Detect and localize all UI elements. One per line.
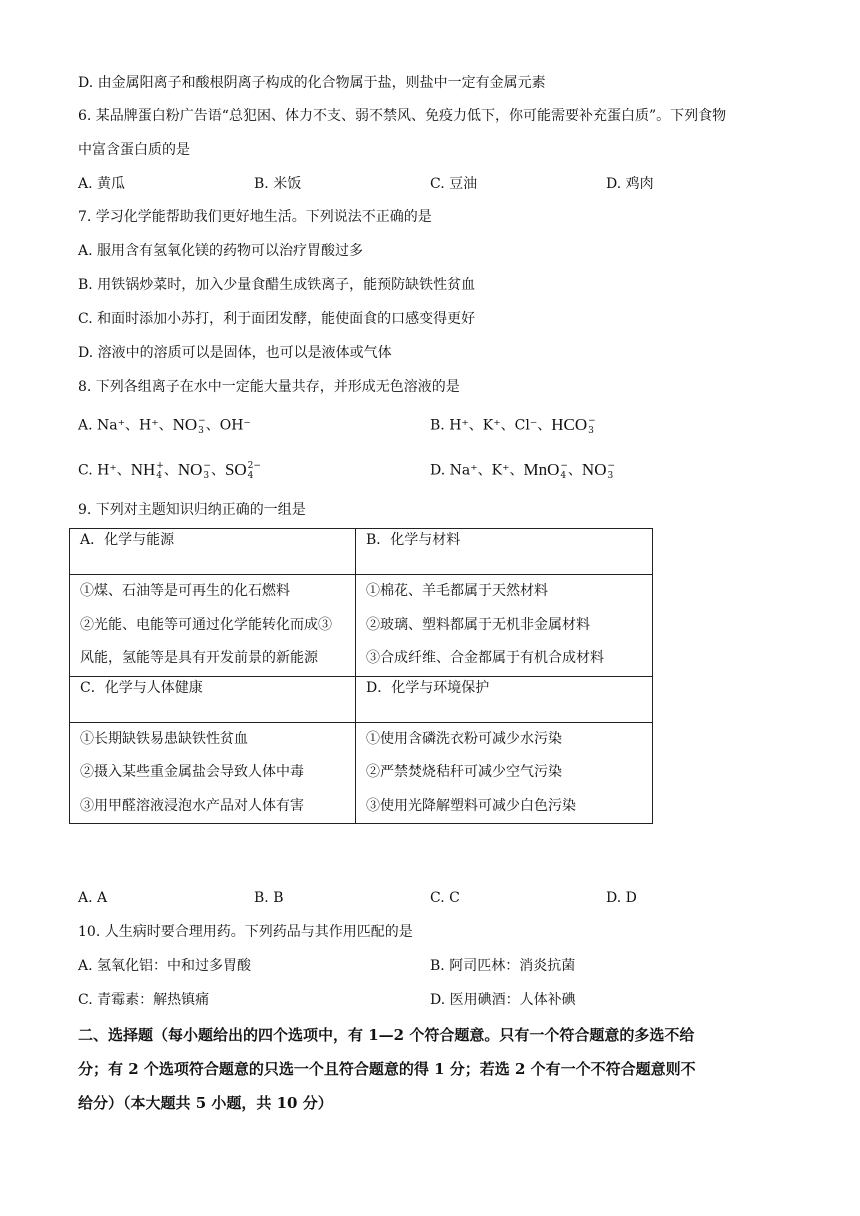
q6-option-c: C. 豆油 xyxy=(430,176,478,192)
q6-option-b: B. 米饭 xyxy=(254,176,302,192)
q7-option-d: D. 溶液中的溶质可以是固体，也可以是液体或气体 xyxy=(78,345,392,361)
ammonium-ion: NH + 4 xyxy=(130,460,164,481)
q5-option-d: D. 由金属阳离子和酸根阴离子构成的化合物属于盐，则盐中一定有金属元素 xyxy=(78,75,546,91)
q8-stem: 8. 下列各组离子在水中一定能大量共存，并形成无色溶液的是 xyxy=(78,379,460,395)
q10-option-d: D. 医用碘酒：人体补碘 xyxy=(430,992,576,1008)
q8-a-prefix: A. Na⁺、H⁺、 xyxy=(78,417,173,434)
table-item: ①煤、石油等是可再生的化石燃料 xyxy=(80,583,290,599)
q10-option-b: B. 阿司匹林：消炎抗菌 xyxy=(430,958,576,974)
nitrate-ion: NO − 3 xyxy=(581,460,616,481)
q7-option-b: B. 用铁锅炒菜时，加入少量食醋生成铁离子，能预防缺铁性贫血 xyxy=(78,277,476,293)
table-item: ②摄入某些重金属盐会导致人体中毒 xyxy=(80,764,304,780)
table-item: ①棉花、羊毛都属于天然材料 xyxy=(366,583,548,599)
q8-option-b xyxy=(430,414,596,437)
q8-c-prefix: C. H⁺、 xyxy=(78,462,131,479)
table-item: ③用甲醛溶液浸泡水产品对人体有害 xyxy=(80,797,304,814)
separator: 、 xyxy=(567,462,582,479)
q7-option-a: A. 服用含有氢氧化镁的药物可以治疗胃酸过多 xyxy=(78,243,364,259)
q9-cell-a-body xyxy=(70,575,356,677)
q9-cell-c-body xyxy=(70,722,356,824)
q6-option-a: A. 黄瓜 xyxy=(78,176,126,192)
separator: 、 xyxy=(163,462,178,479)
q6-stem-line1: 6. 某品牌蛋白粉广告语“总犯困、体力不支、弱不禁风、免疫力低下，你可能需要补充蛋白质”。下列食物 xyxy=(78,108,727,124)
section2-heading-line3: 给分）（本大题共 5 小题，共 10 分） xyxy=(78,1094,333,1112)
table-item: 风能，氢能等是具有开发前景的新能源 xyxy=(80,650,318,666)
q9-option-a: A. A xyxy=(78,890,108,906)
q10-stem: 10. 人生病时要合理用药。下列药品与其作用匹配的是 xyxy=(78,924,413,940)
q9-cell-b-body xyxy=(356,575,653,677)
q9-cell-b-head: B．化学与材料 xyxy=(356,529,653,575)
q9-option-d: D. D xyxy=(606,890,637,906)
q8-option-d xyxy=(430,459,615,482)
section2-heading-line1: 二、选择题（每小题给出的四个选项中，有 1—2 个符合题意。只有一个符合题意的多选不给 xyxy=(78,1026,695,1044)
nitrate-ion: NO − 3 xyxy=(172,415,206,436)
q9-cell-d-body xyxy=(356,722,653,824)
q7-stem: 7. 学习化学能帮助我们更好地生活。下列说法不正确的是 xyxy=(78,209,432,225)
q6-stem-line2: 中富含蛋白质的是 xyxy=(78,142,190,158)
bicarbonate-ion: HCO − 3 xyxy=(551,415,596,436)
q9-cell-d-head: D．化学与环境保护 xyxy=(356,676,653,722)
q9-cell-c-head: C．化学与人体健康 xyxy=(70,676,356,722)
q8-d-prefix: D. Na⁺、K⁺、 xyxy=(430,462,524,479)
q10-option-a: A. 氢氧化铝：中和过多胃酸 xyxy=(78,958,252,974)
sulfate-ion: SO 2− 4 xyxy=(224,460,261,481)
q7-option-c: C. 和面时添加小苏打，利于面团发酵，能使面食的口感变得更好 xyxy=(78,311,476,327)
q10-option-c: C. 青霉素：解热镇痛 xyxy=(78,992,210,1008)
table-item: ②严禁焚烧秸秆可减少空气污染 xyxy=(366,764,562,780)
q6-option-d: D. 鸡肉 xyxy=(606,176,654,192)
q9-knowledge-table xyxy=(69,528,653,824)
separator: 、 xyxy=(210,462,225,479)
q8-option-c xyxy=(78,459,261,482)
nitrate-ion: NO − 3 xyxy=(177,460,211,481)
q9-option-b: B. B xyxy=(254,890,284,906)
table-item: ③使用光降解塑料可减少白色污染 xyxy=(366,797,576,814)
q8-option-a xyxy=(78,414,251,437)
q9-option-c: C. C xyxy=(430,890,460,906)
table-item: ②光能、电能等可通过化学能转化而成③ xyxy=(80,616,332,633)
q8-a-tail: 、OH⁻ xyxy=(205,417,251,434)
q9-cell-a-head: A．化学与能源 xyxy=(70,529,356,575)
q8-b-prefix: B. H⁺、K⁺、Cl⁻、 xyxy=(430,417,552,434)
section2-heading-line2: 分；有 2 个选项符合题意的只选一个且符合题意的得 1 分；若选 2 个有一个不符合题意则不 xyxy=(78,1060,696,1078)
table-item: ②玻璃、塑料都属于无机非金属材料 xyxy=(366,616,590,633)
table-item: ③合成纤维、合金都属于有机合成材料 xyxy=(366,650,604,666)
table-item: ①长期缺铁易患缺铁性贫血 xyxy=(80,730,248,747)
table-item: ①使用含磷洗衣粉可减少水污染 xyxy=(366,730,562,747)
q9-stem: 9. 下列对主题知识归纳正确的一组是 xyxy=(78,502,306,518)
permanganate-ion: MnO − 4 xyxy=(523,460,568,481)
